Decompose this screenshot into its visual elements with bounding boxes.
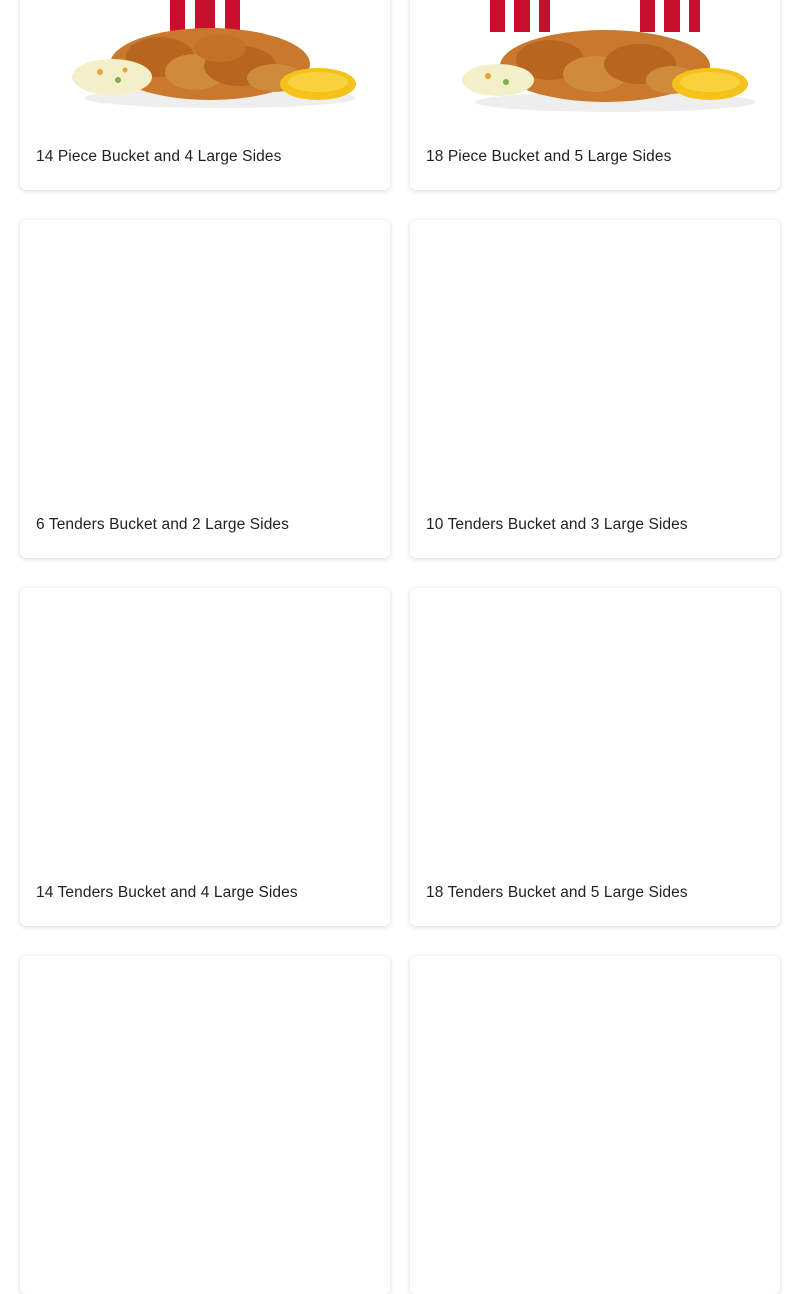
menu-card-14-piece-bucket[interactable] <box>20 0 390 190</box>
bucket-meal-image <box>20 0 390 122</box>
menu-card-18-piece-bucket[interactable] <box>410 0 780 190</box>
menu-card-title: 18 Piece Bucket and 5 Large Sides <box>426 148 672 165</box>
bucket-meal-image <box>410 0 780 122</box>
menu-grid <box>20 0 780 1294</box>
menu-card-title: 14 Tenders Bucket and 4 Large Sides <box>36 884 298 901</box>
menu-card[interactable] <box>20 956 390 1294</box>
menu-card[interactable] <box>410 956 780 1294</box>
menu-card-title: 14 Piece Bucket and 4 Large Sides <box>36 148 282 165</box>
menu-card-title: 10 Tenders Bucket and 3 Large Sides <box>426 516 688 533</box>
menu-card-14-tenders-bucket[interactable] <box>20 588 390 926</box>
menu-card-6-tenders-bucket[interactable] <box>20 220 390 558</box>
menu-card-title: 6 Tenders Bucket and 2 Large Sides <box>36 516 290 533</box>
menu-card-18-tenders-bucket[interactable] <box>410 588 780 926</box>
menu-card-title: 18 Tenders Bucket and 5 Large Sides <box>426 884 688 901</box>
menu-card-10-tenders-bucket[interactable] <box>410 220 780 558</box>
